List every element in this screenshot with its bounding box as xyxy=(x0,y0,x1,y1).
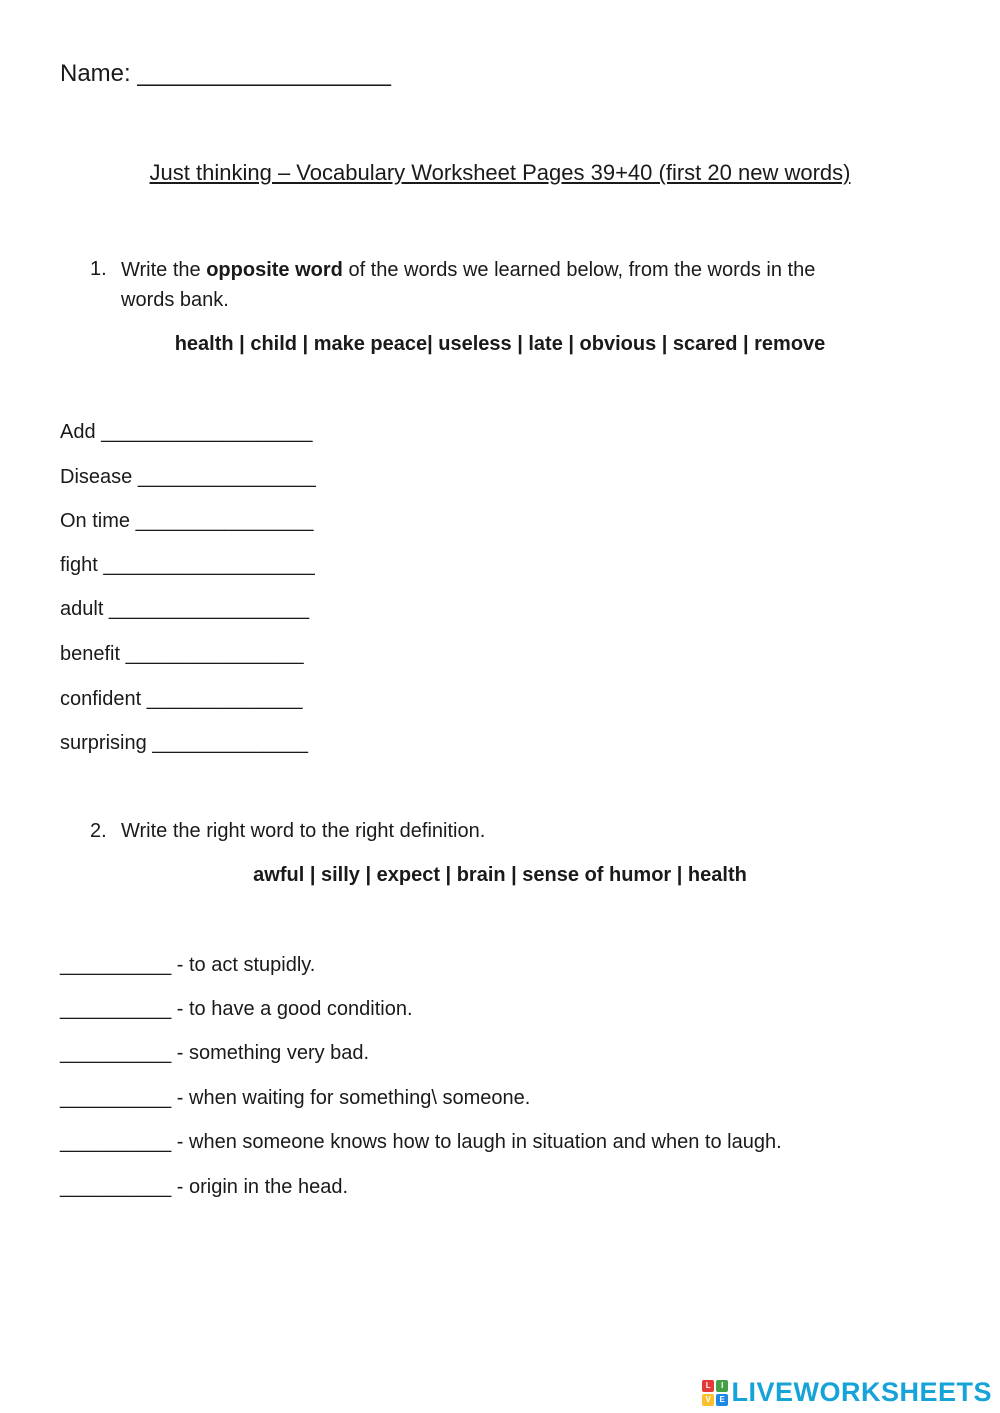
instruction-text: Write the xyxy=(121,259,207,281)
opposite-item[interactable]: confident ______________ xyxy=(60,688,303,710)
name-field-line: Name: ___________________ xyxy=(60,60,391,87)
opposite-item[interactable]: surprising ______________ xyxy=(60,732,308,754)
question-2-instruction: Write the right word to the right definition. xyxy=(121,820,486,842)
instruction-bold-text: opposite word xyxy=(206,259,343,281)
logo-cell: E xyxy=(716,1394,728,1406)
logo-cell: I xyxy=(716,1380,728,1392)
opposite-item[interactable]: Add ___________________ xyxy=(60,421,313,443)
word-bank-1: health | child | make peace| useless | late | obvious | scared | remove xyxy=(174,333,826,355)
opposite-item[interactable]: fight ___________________ xyxy=(60,554,315,576)
definition-item[interactable]: __________ - to act stupidly. xyxy=(60,954,316,976)
question-1-number: 1. xyxy=(90,258,107,280)
word-bank-2: awful | silly | expect | brain | sense of humor | health xyxy=(253,864,747,886)
definition-item[interactable]: __________ - origin in the head. xyxy=(60,1176,349,1198)
brand-name: LIVEWORKSHEETS xyxy=(731,1377,992,1407)
definition-item[interactable]: __________ - when someone knows how to laugh in situation and when to laugh. xyxy=(60,1131,782,1153)
worksheet-title: Just thinking – Vocabulary Worksheet Pages 39+40 (first 20 new words) xyxy=(149,160,851,185)
logo-cell: V xyxy=(702,1394,714,1406)
definition-item[interactable]: __________ - to have a good condition. xyxy=(60,998,413,1020)
opposite-item[interactable]: On time ________________ xyxy=(60,510,314,532)
instruction-text: words bank. xyxy=(121,289,229,311)
logo-cell: L xyxy=(702,1380,714,1392)
instruction-text: of the words we learned below, from the words in the xyxy=(342,259,816,281)
logo-grid-icon xyxy=(702,1380,728,1406)
definition-item[interactable]: __________ - something very bad. xyxy=(60,1042,370,1064)
opposite-item[interactable]: adult __________________ xyxy=(60,598,310,620)
question-1-instruction xyxy=(121,255,815,315)
liveworksheets-logo[interactable] xyxy=(702,1377,992,1408)
opposite-item[interactable]: Disease ________________ xyxy=(60,466,316,488)
definition-item[interactable]: __________ - when waiting for something\ someone. xyxy=(60,1087,531,1109)
opposite-item[interactable]: benefit ________________ xyxy=(60,643,304,665)
question-2-number: 2. xyxy=(90,820,107,842)
